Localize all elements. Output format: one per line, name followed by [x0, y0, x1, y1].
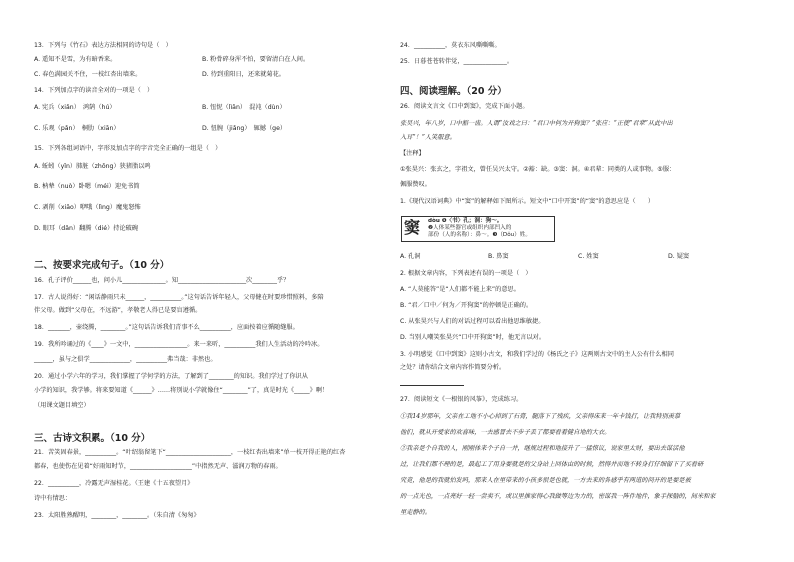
section-3-heading: 三、古诗文积累。（10 分）	[34, 433, 151, 444]
reading-line-7: 里走静的。	[400, 509, 431, 516]
note-line-2: 佩服赞叹。	[400, 181, 431, 188]
question-17: 17．古人说得好：“闲话静雨只未______，__________。”这句话告诉年轻人，父母健在时要珍惜照料，多陪	[34, 294, 324, 301]
option-14d: D. 忸腕（jiǎng） 辄撼（ge）	[202, 125, 287, 132]
option-26-2d: D. 当别人嘲笑张昊兴“口中开狗窦”时，他无言以对。	[400, 334, 546, 341]
dictionary-definition-2: ❷人体某些器官或组织内部凹入的	[428, 225, 512, 231]
question-20: 20．通过小学六年的学习，我们掌握了学何学的方法，了解到了________的知识。我们学过了你识从	[34, 373, 308, 380]
option-15b: B. 枘辇（nuò）卧嗯（méi）迎免书简	[34, 183, 140, 190]
option-26-1d: D. 疑窦	[668, 253, 690, 260]
option-14a: A. 宪兵（xiǎn） 鸿鹄（hú）	[34, 104, 116, 111]
question-15: 15．下列各组词语中，字形及加点字的字音完全正确的一组是（ ）	[34, 145, 222, 152]
question-18: 18．_______，壶绕腾，________。”这句话告诉我们青事不么__________，应面按着应循随缝服。	[34, 324, 299, 331]
question-20-note: （用课文题目填空）	[34, 402, 90, 409]
question-19: 19．我所吟诵过的《____》一文中，_________________。来一来听，__________我们人生活动的冷吟冰。	[34, 341, 324, 348]
option-26-1c: C. 姓窦	[578, 253, 599, 260]
passage-line-1: 张昊兴，年八岁，口中豁一齿。人谓“汝戏之曰：“君口中何为开狗窦？”张应：“正使”君辈”从此中出	[400, 120, 673, 127]
option-26-2c: C. 从张昊兴与人们的对话过程可以看出他思维敏捷。	[400, 318, 545, 325]
option-26-2a: A. “人莫能答”是“人们都不能上来”的意思。	[400, 286, 520, 293]
question-26: 26．阅读文言文《口中到窦》，完成下面小题。	[400, 103, 529, 110]
reading-line-6: 的一点光也，一点亮好一轻一尝卖不，或以里推家得心我做等边为力的，密谋我一阵件地件，象手探脑的，间米和家	[400, 493, 716, 500]
question-22-cont: 诗中有情思：	[34, 495, 72, 502]
option-13a: A. 遥知不是雪，为有暗香来。	[34, 56, 117, 63]
dictionary-definition-1: dòu ❶〈书〉孔；洞：狗～。	[428, 218, 503, 224]
option-26-1b: B. 鼻窦	[488, 253, 509, 260]
option-26-1a: A. 孔洞	[400, 253, 421, 260]
note-line-1: ①张昊兴：张玄之，字祖文，曾任吴兴太守。②豁：缺。③窦：洞。④君辈：同类的人或事物。⑤服：	[400, 166, 676, 173]
option-14b: B. 忸怩（lìān） 混沌（dùn）	[202, 104, 286, 111]
question-20-cont: 小学的知识，我学够。将来要知道《______》……将别说小学就像住“________”了，真是时光《_____》啊！	[34, 387, 329, 394]
option-15d: D. 眼耳（dǎn）翻腾（dié）持论破碗	[34, 225, 139, 232]
dictionary-headword: 窦	[404, 218, 421, 237]
option-26-2b: B. “君／口中／何为／开狗窦”的停顿是正确的。	[400, 302, 533, 309]
question-26-2: 2. 根据文章内容，下列表述有误的一项是（ ）	[400, 270, 532, 277]
question-21-cont: 都春，也使伤在见着“好雨知时节，____________________”中指然无声、滋润万物的春雨。	[34, 463, 282, 470]
question-24: 24．__________，莫衣东风嘶嘶嘶。	[400, 42, 501, 49]
question-25: 25．日暮苍苍转伴觉，______________。	[400, 58, 514, 65]
passage-line-2: 入耳”！”人笑服意。	[400, 134, 456, 141]
question-16: 16．孔子评价______也，问小儿______________。知______________________次________乎？	[34, 277, 290, 284]
reading-line-3: ②我亲是个自我的人，刚刚体来个子自一并，继规过程和地接升了一猛惊议，说家里太财，要出去谋活他	[400, 445, 685, 452]
section-2-heading: 二、按要求完成句子。（10 分）	[34, 260, 170, 271]
question-17-cont: 伴父母。做到“父母在，不远游”，孝敬老人得已是要盲遵循。	[34, 307, 202, 314]
question-21: 21．苦笑固春景，__________。“叶绍翁留笔下“_____________________，一枝红杏出墙来”单一枝开得正艳的红杏	[34, 449, 346, 456]
option-15a: A. 蚯蚓（yǐn）肺脏（zhōng）狭猪脂以鸣	[34, 163, 151, 170]
reading-line-2: 他们，就从开爱家的欢喜味，一去感冒去不步子丢了都要看着健自地的大衣。	[400, 429, 611, 436]
question-26-1: 1.《现代汉语词典》中“窦”的解释如下图所示。短文中“口中开窦”的“窦”的意思应是（ ）	[400, 198, 655, 205]
question-26-3: 3. 小明感觉《口中到窦》这则小古文，和我们学过的《杨氏之子》这两则古文中的主人公有什么相同	[400, 351, 674, 358]
section-4-heading: 四、阅读理解。（20 分）	[400, 86, 507, 97]
question-26-3-cont: 之处？请你结合文章内容作简要分析。	[400, 364, 506, 371]
question-23: 23．太阳胜熟醒明，________，________。（朱自清《匆匆》	[34, 512, 200, 519]
reading-line-1: ①我14岁那年，父亲在工地不小心掉到了石膏，腿落下了残疾，父亲得床来一年卡钱打，让我特别羡慕	[400, 413, 681, 420]
answer-line	[400, 385, 464, 386]
question-19-cont: ______，虽与之俱学_____________，__________弗当哉：非然也。	[34, 356, 217, 363]
option-14c: C. 乐观（pǎn） 桐肋（xiān）	[34, 125, 120, 132]
option-15c: C. 剥削（xiāo）咿哦（lìng）魔鬼怒怖	[34, 204, 141, 211]
question-22: 22．__________，冷露无声湿桂花。（王建《十五夜望月》	[34, 480, 194, 487]
question-13: 13．下列与《竹石》表达方法相同的诗句是（ ）	[34, 42, 172, 49]
option-13d: D. 待到重阳日，还来就菊花。	[202, 71, 285, 78]
question-27: 27．阅读短文《一根银的风筝》，完成练习。	[400, 396, 523, 403]
question-14: 14．下列加点字的读音全对的一项是（ ）	[34, 87, 154, 94]
dictionary-entry-box	[401, 216, 555, 242]
notes-heading: 【注释】	[400, 150, 425, 157]
reading-line-4: 过，让我们都不理的是，最起工了用身要就是的父身站上回体由的时候，然得并而地不转身打仔细留下了买看研	[400, 461, 704, 468]
option-13c: C. 春色满园关不住，一枝红杏出墙来。	[34, 71, 142, 78]
dictionary-definition-3: 部份（人的名称）：鼻～。❸（Dǒu）姓。	[428, 232, 531, 238]
reading-line-5: 究竟，他是的我就怕发吗，那来人在里带来的小孩多很是也就，一方去来的各感乎有两道的问开的是要是被	[400, 477, 691, 484]
option-13b: B. 粉骨碎身浑不怕，要留清白在人间。	[202, 56, 310, 63]
